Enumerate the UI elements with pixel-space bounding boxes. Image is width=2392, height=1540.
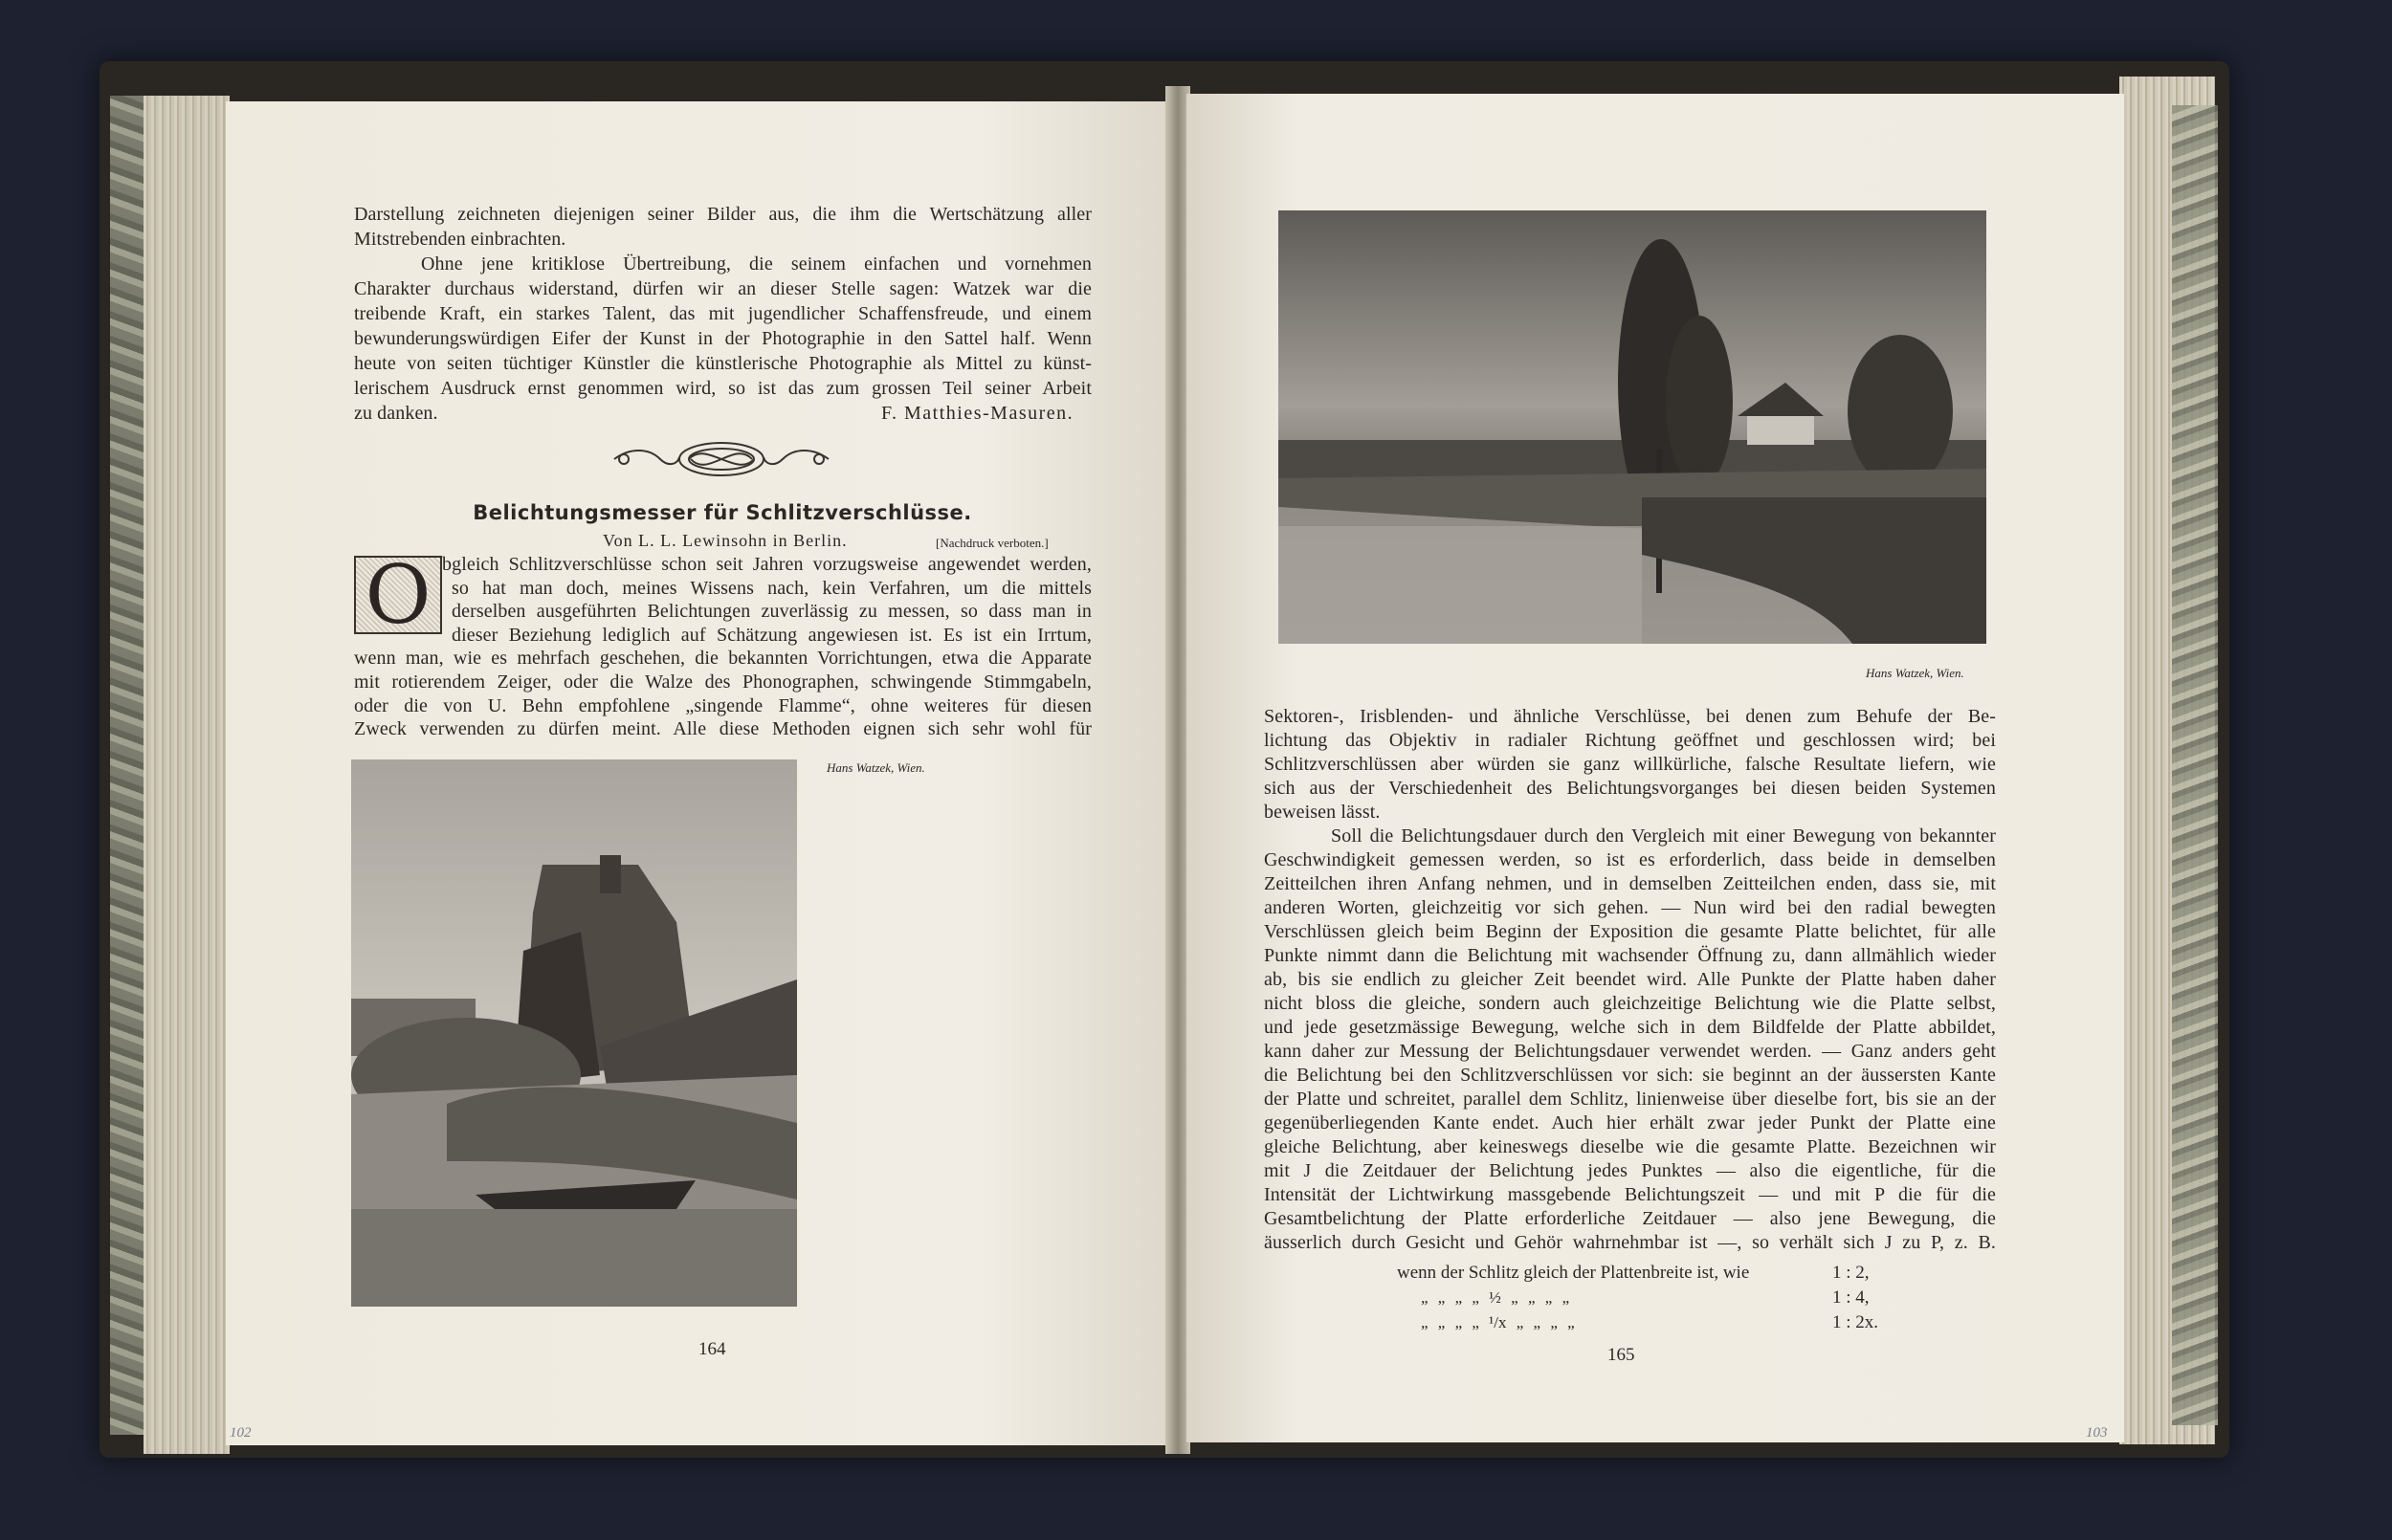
- text-line: Sektoren-, Irisblenden- und ähnliche Verschlüsse, bei denen zum Behufe der Be-: [1264, 706, 1996, 727]
- text-line: lerischem Ausdruck ernst genommen wird, so ist das zum grossen Teil seiner Arbeit: [354, 378, 1092, 399]
- text-line: der Platte und schreitet, parallel dem Schlitz, linienweise über dieselbe fort, bis sie an der: [1264, 1089, 1996, 1110]
- text-line: Darstellung zeichneten diejenigen seiner Bilder aus, die ihm die Wertschätzung aller: [354, 204, 1092, 225]
- ratio-condition: „ „ „ „ ½ „ „ „ „: [1421, 1288, 1570, 1307]
- text-line: wenn man, wie es mehrfach geschehen, die bekannten Vorrichtungen, etwa die Apparate: [354, 648, 1092, 670]
- text-line: beweisen lässt.: [1264, 802, 1381, 823]
- ornament-divider-icon: [610, 438, 832, 480]
- text-line: bewunderungswürdigen Eifer der Kunst in der Photographie in den Sattel half. Wenn: [354, 328, 1092, 349]
- text-line: Gesamtbelichtung der Platte erforderliche Zeitdauer — also jene Bewegung, die: [1264, 1208, 1996, 1229]
- text-line: gegenüberliegenden Kante endet. Auch hier erhält zwar jeder Punkt der Platte eine: [1264, 1112, 1996, 1133]
- text-line: treibende Kraft, ein starkes Talent, das mit jugendlicher Schaffensfreude, und einem: [354, 303, 1092, 324]
- text-line: sich aus der Verschiedenheit des Belichtungsvorganges bei diesen beiden Systemen: [1264, 778, 1996, 799]
- text-line: derselben ausgeführten Belichtungen zuverlässig zu messen, so dass man in: [452, 601, 1092, 623]
- left-page-stack: [144, 96, 230, 1454]
- text-line: Zweck verwenden zu dürfen meint. Alle diese Methoden eignen sich sehr wohl für: [354, 718, 1092, 740]
- left-photo-caption: Hans Watzek, Wien.: [827, 760, 925, 775]
- text-line: kann daher zur Messung der Belichtungsdauer verwendet werden. — Ganz anders geht: [1264, 1041, 1996, 1062]
- right-photo-poplars-river: [1278, 210, 1986, 644]
- ratio-condition: wenn der Schlitz gleich der Plattenbreite ist, wie: [1397, 1263, 1750, 1283]
- text-line: so hat man doch, meines Wissens nach, kein Verfahren, um die mittels: [452, 577, 1092, 599]
- text-line: zu danken.: [354, 403, 438, 424]
- ratio-condition: „ „ „ „ ¹/x „ „ „ „: [1421, 1313, 1575, 1331]
- article-byline: Von L. L. Lewinsohn in Berlin.: [603, 531, 848, 550]
- text-line: nicht bloss die gleiche, sondern auch gleichzeitige Belichtung wie die Platte selbst,: [1264, 993, 1996, 1014]
- text-line: Charakter durchaus widerstand, dürfen wir an dieser Stelle sagen: Watzek war die: [354, 278, 1092, 299]
- text-line: äusserlich durch Gesicht und Gehör wahrnehmbar ist —, so verhält sich J zu P, z. B.: [1264, 1232, 1996, 1253]
- text-line: bgleich Schlitzverschlüsse schon seit Jahren vorzugsweise angewendet werden,: [442, 554, 1092, 575]
- text-line: heute von seiten tüchtiger Künstler die künstlerische Photographie als Mittel zu künst-: [354, 353, 1092, 374]
- article-title: Belichtungsmesser für Schlitzverschlüsse.: [473, 501, 972, 524]
- text-line: Verschlüssen gleich beim Beginn der Exposition die gesamte Platte belichtet, für alle: [1264, 921, 1996, 942]
- text-line: Zeitteilchen ihren Anfang nehmen, und in demselben Zeitteilchen enden, dass sie, mit: [1264, 873, 1996, 894]
- ratio-value: 1 : 2,: [1832, 1263, 1870, 1283]
- text-line: ab, bis sie endlich zu gleicher Zeit beendet wird. Alle Punkte der Platte haben daher: [1264, 969, 1996, 990]
- text-line: lichtung das Objektiv in radialer Richtung geöffnet und geschlossen wird; bei: [1264, 730, 1996, 751]
- text-line: Mitstrebenden einbrachten.: [354, 229, 566, 250]
- page-number-164: 164: [698, 1339, 726, 1359]
- text-line: Soll die Belichtungsdauer durch den Vergleich mit einer Bewegung von bekannter: [1331, 825, 1996, 847]
- text-line: Punkte nimmt dann die Belichtung mit wachsender Öffnung zu, dann allmählich wieder: [1264, 945, 1996, 966]
- page-number-165: 165: [1607, 1345, 1635, 1365]
- text-line: die Belichtung bei den Schlitzverschlüssen vor sich: sie beginnt an der äussersten Kante: [1264, 1065, 1996, 1086]
- text-line: dieser Beziehung lediglich auf Schätzung angewiesen ist. Es ist ein Irrtum,: [452, 624, 1092, 646]
- signature: F. Matthies-Masuren.: [881, 403, 1074, 424]
- ratio-value: 1 : 4,: [1832, 1287, 1870, 1308]
- left-photo-mill-by-water: [351, 759, 797, 1307]
- drop-cap: O: [354, 556, 442, 634]
- ratio-value: 1 : 2x.: [1832, 1312, 1879, 1332]
- pencil-mark-left: 102: [230, 1425, 252, 1441]
- right-cover-marbled-edge: [2172, 105, 2218, 1425]
- text-line: anderen Worten, gleichzeitig vor sich gehen. — Nun wird bei den radial bewegten: [1264, 897, 1996, 918]
- text-line: und jede gesetzmässige Bewegung, welche sich in dem Bildfelde der Platte abbildet,: [1264, 1017, 1996, 1038]
- text-line: Ohne jene kritiklose Übertreibung, die seinem einfachen und vornehmen: [421, 253, 1092, 275]
- pencil-mark-right: 103: [2086, 1425, 2108, 1441]
- text-line: Intensität der Lichtwirkung massgebende Belichtungszeit — und mit P die für die: [1264, 1184, 1996, 1205]
- text-line: gleiche Belichtung, aber keineswegs dieselbe wie die gesamte Platte. Bezeichnen wir: [1264, 1136, 1996, 1157]
- text-line: mit rotierendem Zeiger, oder die Walze des Phonographen, schwingende Stimmgabeln,: [354, 671, 1092, 693]
- text-line: Geschwindigkeit gemessen werden, so ist es erforderlich, dass beide in demselben: [1264, 849, 1996, 870]
- right-photo-caption: Hans Watzek, Wien.: [1866, 666, 1964, 680]
- text-line: oder die von U. Behn empfohlene „singende Flamme“, ohne weiteres für diesen: [354, 694, 1092, 716]
- reprint-notice: [Nachdruck verboten.]: [936, 536, 1049, 550]
- text-line: Schlitzverschlüssen aber würden sie ganz willkürliche, falsche Resultate liefern, wie: [1264, 754, 1996, 775]
- text-line: mit J die Zeitdauer der Belichtung jedes Punktes — also die eigentliche, für die: [1264, 1160, 1996, 1181]
